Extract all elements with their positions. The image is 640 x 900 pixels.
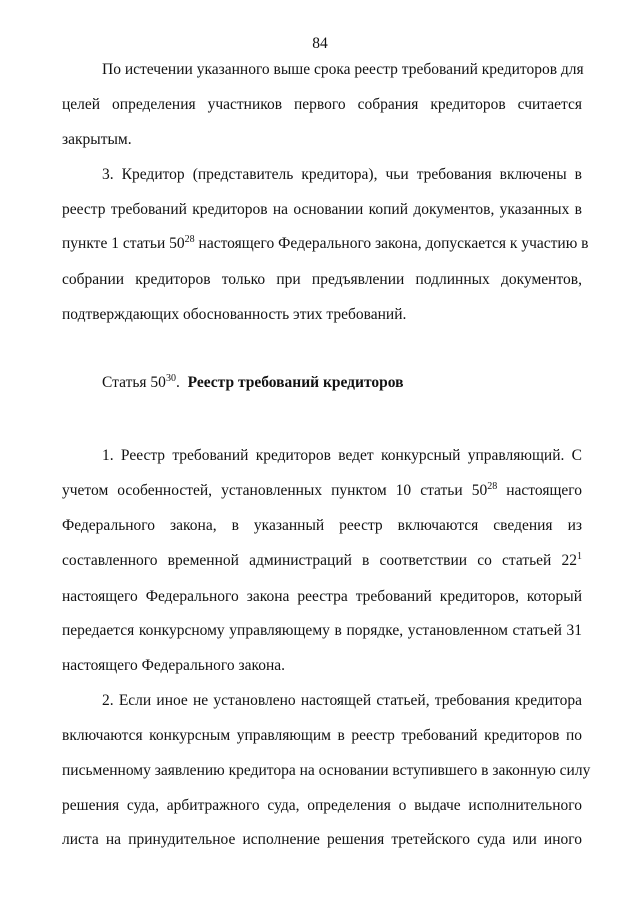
article-heading-title: Реестр требований кредиторов (187, 374, 404, 391)
para2-line3 (62, 233, 589, 254)
para3-line5: настоящего Федерального закона реестра требований кредиторов, который (62, 588, 582, 605)
para1-line2: целей определения участников первого собрания кредиторов считается (62, 96, 582, 113)
para3-line2 (62, 481, 582, 501)
para2-line2: реестр требований кредиторов на основании копий документов, указанных в (62, 201, 582, 218)
para3-line2-text-a: учетом особенностей, установленных пунктом 10 статьи 50 (62, 482, 488, 499)
para2-line3-text-b: настоящего Федерального закона, допускается к участию в (194, 235, 589, 252)
para3-line3: Федерального закона, в указанный реестр включаются сведения из (62, 517, 582, 534)
para3-line1: 1. Реестр требований кредиторов ведет конкурсный управляющий. С (102, 447, 582, 464)
para2-line3-superscript: 28 (184, 233, 195, 245)
para4-line2: включаются конкурсным управляющим в реестр требований кредиторов по (62, 727, 582, 744)
para3-line4-text-a: составленного временной администраций в соответствии со статьей 22 (62, 552, 577, 569)
para3-line7: настоящего Федерального закона. (62, 657, 286, 674)
page-number: 84 (312, 35, 328, 52)
para4-line1: 2. Если иное не установлено настоящей статьей, требования кредитора (102, 692, 582, 709)
para1-line1: По истечении указанного выше срока реестр требований кредиторов для (102, 61, 584, 78)
para4-line4: решения суда, арбитражного суда, определения о выдаче исполнительного (62, 797, 582, 814)
para3-line4 (62, 551, 582, 571)
para2-line5: подтверждающих обоснованность этих требований. (62, 306, 407, 323)
para4-line3: письменному заявлению кредитора на основании вступившего в законную силу (62, 762, 591, 779)
para3-line6: передается конкурсному управляющему в порядке, установленном статьей 31 (62, 622, 582, 639)
article-heading-superscript: 30 (165, 372, 176, 384)
article-heading-prefix: Статья 50 (102, 374, 166, 391)
article-heading-dot: . (175, 374, 188, 391)
article-heading (102, 373, 403, 393)
para3-line4-superscript: 1 (577, 550, 582, 562)
para2-line3-text-a: пункте 1 статьи 50 (62, 235, 185, 252)
para4-line5: листа на принудительное исполнение решения третейского суда или иного (62, 831, 582, 848)
para3-line2-text-b: настоящего (497, 482, 582, 499)
para2-line4: собрании кредиторов только при предъявлении подлинных документов, (62, 271, 582, 288)
para1-line3: закрытым. (62, 131, 132, 148)
para2-line1: 3. Кредитор (представитель кредитора), чьи требования включены в (102, 166, 582, 183)
para3-line2-superscript: 28 (487, 480, 498, 492)
